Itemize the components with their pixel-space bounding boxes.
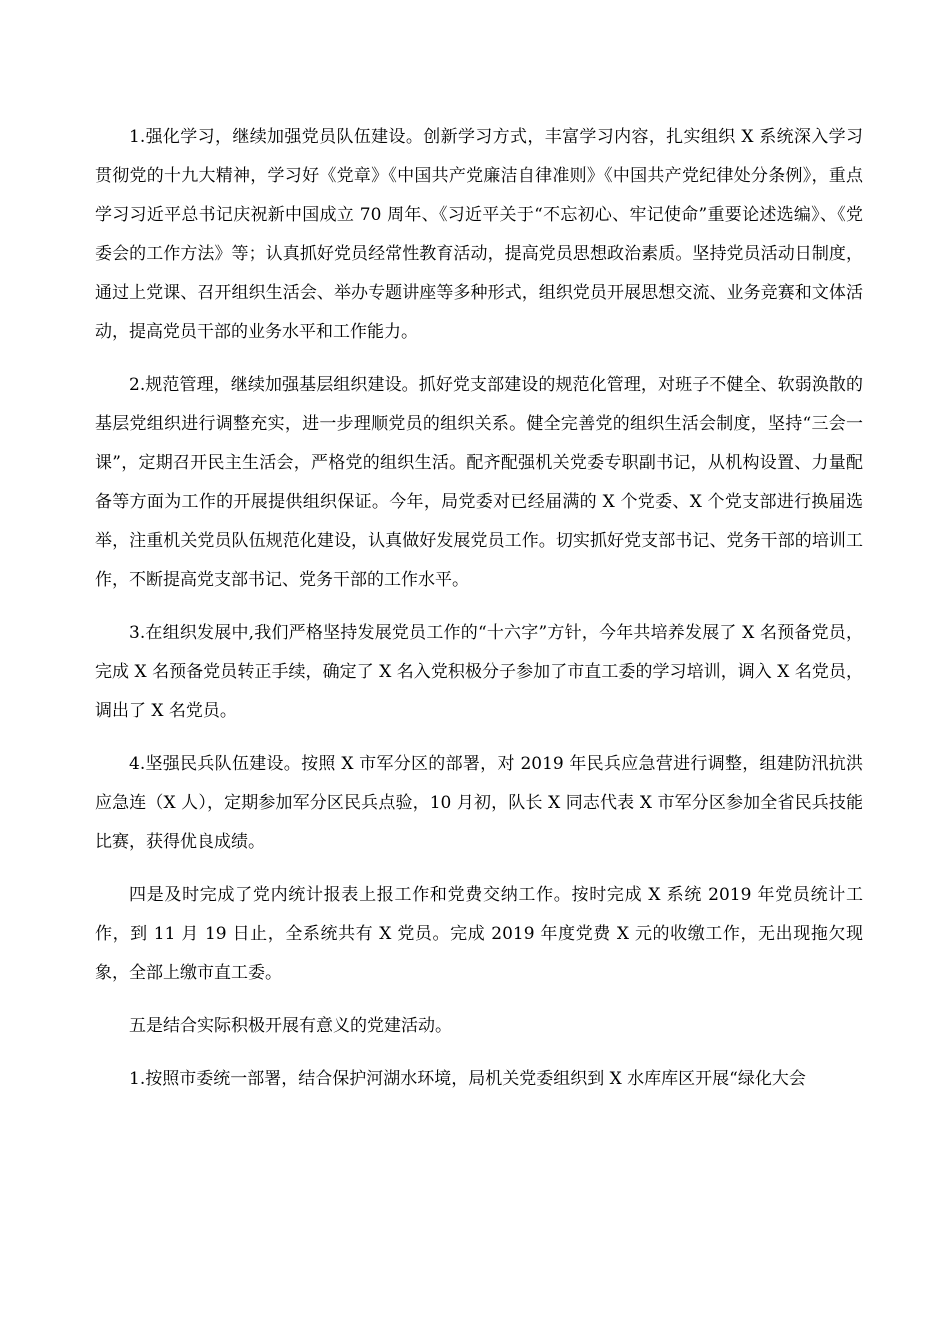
- paragraph-party-study: 1.强化学习，继续加强党员队伍建设。创新学习方式，丰富学习内容，扎实组织 X 系统深入学习贯彻党的十九大精神，学习好《党章》《中国共产党廉洁自律准则》《中国共产党纪律处分条例》，重点学习习近平总书记庆祝新中国成立 70 周年、《习近平关于“不忘初心、牢记使命”重要论述选编》、《党委会的工作方法》等；认真抓好党员经常性教育活动，提高党员思想政治素质。坚持党员活动日制度，通过上党课、召开组织生活会、举办专题讲座等多种形式，组织党员开展思想交流、业务竞赛和文体活动，提高党员干部的业务水平和工作能力。: [95, 127, 863, 342]
- paragraph-statistics-and-dues: 四是及时完成了党内统计报表上报工作和党费交纳工作。按时完成 X 系统 2019 年党员统计工作，到 11 月 19 日止，全系统共有 X 党员。完成 2019 年度党费 X 元的收缴工作，无出现拖欠现象，全部上缴市直工委。: [95, 885, 863, 983]
- paragraph-greening-activity: 1.按照市委统一部署，结合保护河湖水环境，局机关党委组织到 X 水库库区开展“绿化大会: [129, 1069, 806, 1089]
- paragraph-militia-building: 4.坚强民兵队伍建设。按照 X 市军分区的部署，对 2019 年民兵应急营进行调整，组建防汛抗洪应急连（X 人），定期参加军分区民兵点验，10 月初，队长 X 同志代表 X 市军分区参加全省民兵技能比赛，获得优良成绩。: [95, 754, 863, 852]
- paragraph-grassroots-organization: 2.规范管理，继续加强基层组织建设。抓好党支部建设的规范化管理，对班子不健全、软弱涣散的基层党组织进行调整充实，进一步理顺党员的组织关系。健全完善党的组织生活会制度，坚持“三会一课”，定期召开民主生活会，严格党的组织生活。配齐配强机关党委专职副书记，从机构设置、力量配备等方面为工作的开展提供组织保证。今年，局党委对已经届满的 X 个党委、X 个党支部进行换届选举，注重机关党员队伍规范化建设，认真做好发展党员工作。切实抓好党支部书记、党务干部的培训工作，不断提高党支部书记、党务干部的工作水平。: [95, 375, 863, 590]
- paragraph-organization-development: 3.在组织发展中,我们严格坚持发展党员工作的“十六字”方针，今年共培养发展了 X 名预备党员，完成 X 名预备党员转正手续，确定了 X 名入党积极分子参加了市直工委的学习培训，调入 X 名党员，调出了 X 名党员。: [95, 623, 863, 721]
- document-page: [95, 118, 863, 1113]
- paragraph-party-activities-heading: 五是结合实际积极开展有意义的党建活动。: [129, 1016, 452, 1036]
